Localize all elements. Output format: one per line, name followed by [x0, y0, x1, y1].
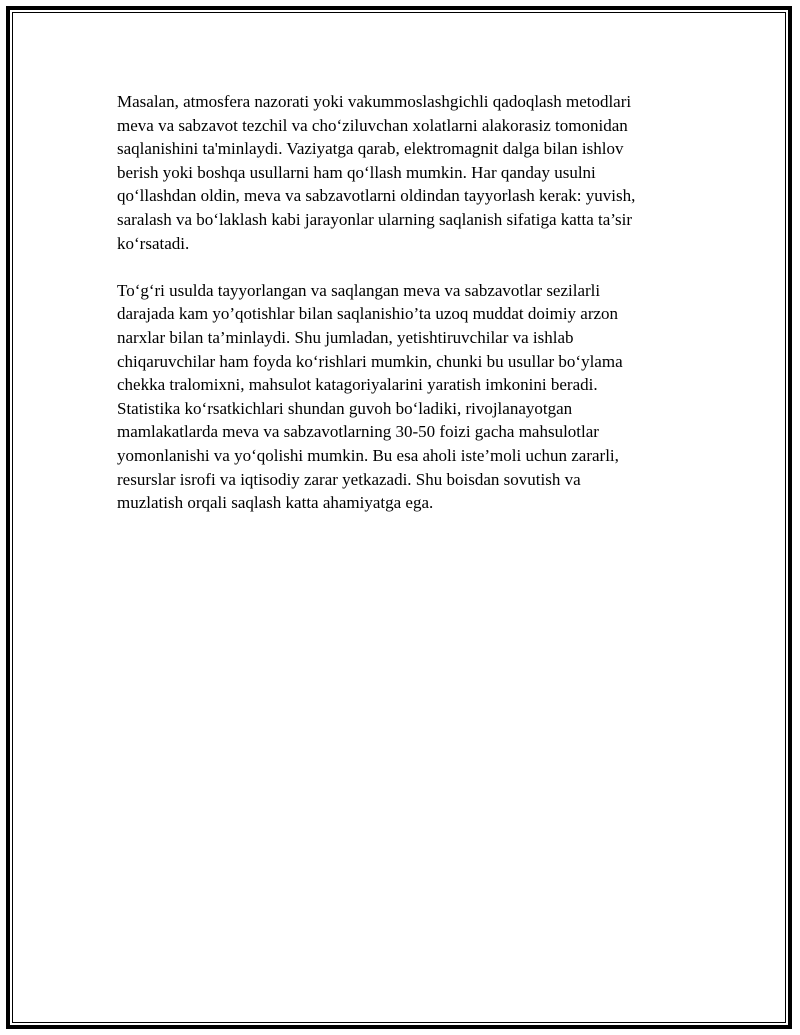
paragraph-1: Masalan, atmosfera nazorati yoki vakummoslashgichli qadoqlash metodlari meva va sabzavot tezchil va cho‘ziluvchan xolatlarni alakorasiz tomonidan saqlanishini ta'minlaydi. Vaziyatga qarab, elektromagnit dalga bilan ishlov berish yoki boshqa usullarni ham qo‘llash mumkin. Har qanday usulni qo‘llashdan oldin, meva va sabzavotlarni oldindan tayyorlash kerak: yuvish, saralash va bo‘laklash kabi jarayonlar ularning saqlanish sifatiga katta ta’sir ko‘rsatadi. [117, 92, 636, 253]
document-body [117, 90, 683, 515]
paragraph-2: To‘g‘ri usulda tayyorlangan va saqlangan meva va sabzavotlar sezilarli darajada kam yo’qotishlar bilan saqlanishio’ta uzoq muddat doimiy arzon narxlar bilan ta’minlaydi. Shu jumladan, yetishtiruvchilar va ishlab chiqaruvchilar ham foyda ko‘rishlari mumkin, chunki bu usullar bo‘ylama chekka tralomixni, mahsulot katagoriyalarini yaratish imkonini beradi. Statistika ko‘rsatkichlari shundan guvoh bo‘ladiki, rivojlanayotgan mamlakatlarda meva va sabzavotlarning 30-50 foizi gacha mahsulotlar yomonlanishi va yo‘qolishi mumkin. Bu esa aholi iste’moli uchun zararli, resurslar isrofi va iqtisodiy zarar yetkazadi. Shu boisdan sovutish va muzlatish orqali saqlash katta ahamiyatga ega. [117, 280, 623, 513]
